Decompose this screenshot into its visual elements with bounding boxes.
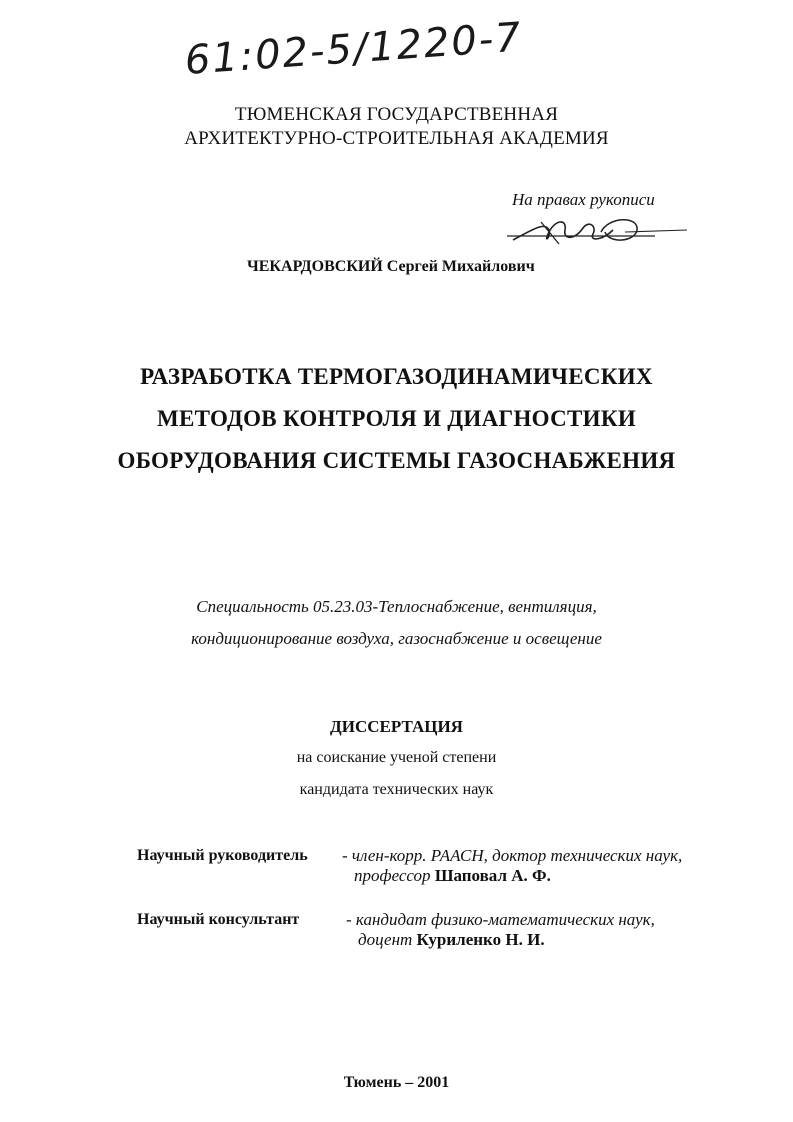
dissertation-heading: ДИССЕРТАЦИЯ [330,717,463,736]
consultant-title: доцент [358,930,413,949]
dissertation-line-1: на соискание ученой степени [296,749,497,766]
signature-icon [505,210,695,250]
supervisor-credentials: - член-корр. РААСН, доктор технических наук, [342,846,683,865]
specialty-line-1: Специальность 05.23.03-Теплоснабжение, вентиляция, [196,597,597,616]
city-year: Тюмень – 2001 [343,1074,450,1091]
institution-line-1: ТЮМЕНСКАЯ ГОСУДАРСТВЕННАЯ [234,104,559,125]
archive-code: 61:02-5/1220-7 [183,14,525,84]
institution-line-2: АРХИТЕКТУРНО-СТРОИТЕЛЬНАЯ АКАДЕМИЯ [184,128,609,149]
specialty-line-2: кондиционирование воздуха, газоснабжение и освещение [191,629,602,648]
title-line-1: РАЗРАБОТКА ТЕРМОГАЗОДИНАМИЧЕСКИХ [140,364,653,389]
consultant-name-line [358,930,545,950]
supervisor-name: Шаповал А. Ф. [434,866,551,885]
title-line-2: МЕТОДОВ КОНТРОЛЯ И ДИАГНОСТИКИ [156,406,637,431]
consultant-role: Научный консультант [137,911,300,928]
dissertation-line-2: кандидата технических наук [299,781,494,798]
supervisor-role: Научный руководитель [137,847,308,864]
author-name: ЧЕКАРДОВСКИЙ Сергей Михайлович [247,258,535,275]
manuscript-note: На правах рукописи [512,190,655,209]
consultant-credentials: - кандидат физико-математических наук, [346,910,655,929]
consultant-name: Куриленко Н. И. [416,930,545,949]
title-line-3: ОБОРУДОВАНИЯ СИСТЕМЫ ГАЗОСНАБЖЕНИЯ [117,448,676,473]
supervisor-title: профессор [354,866,431,885]
supervisor-name-line [354,866,551,886]
